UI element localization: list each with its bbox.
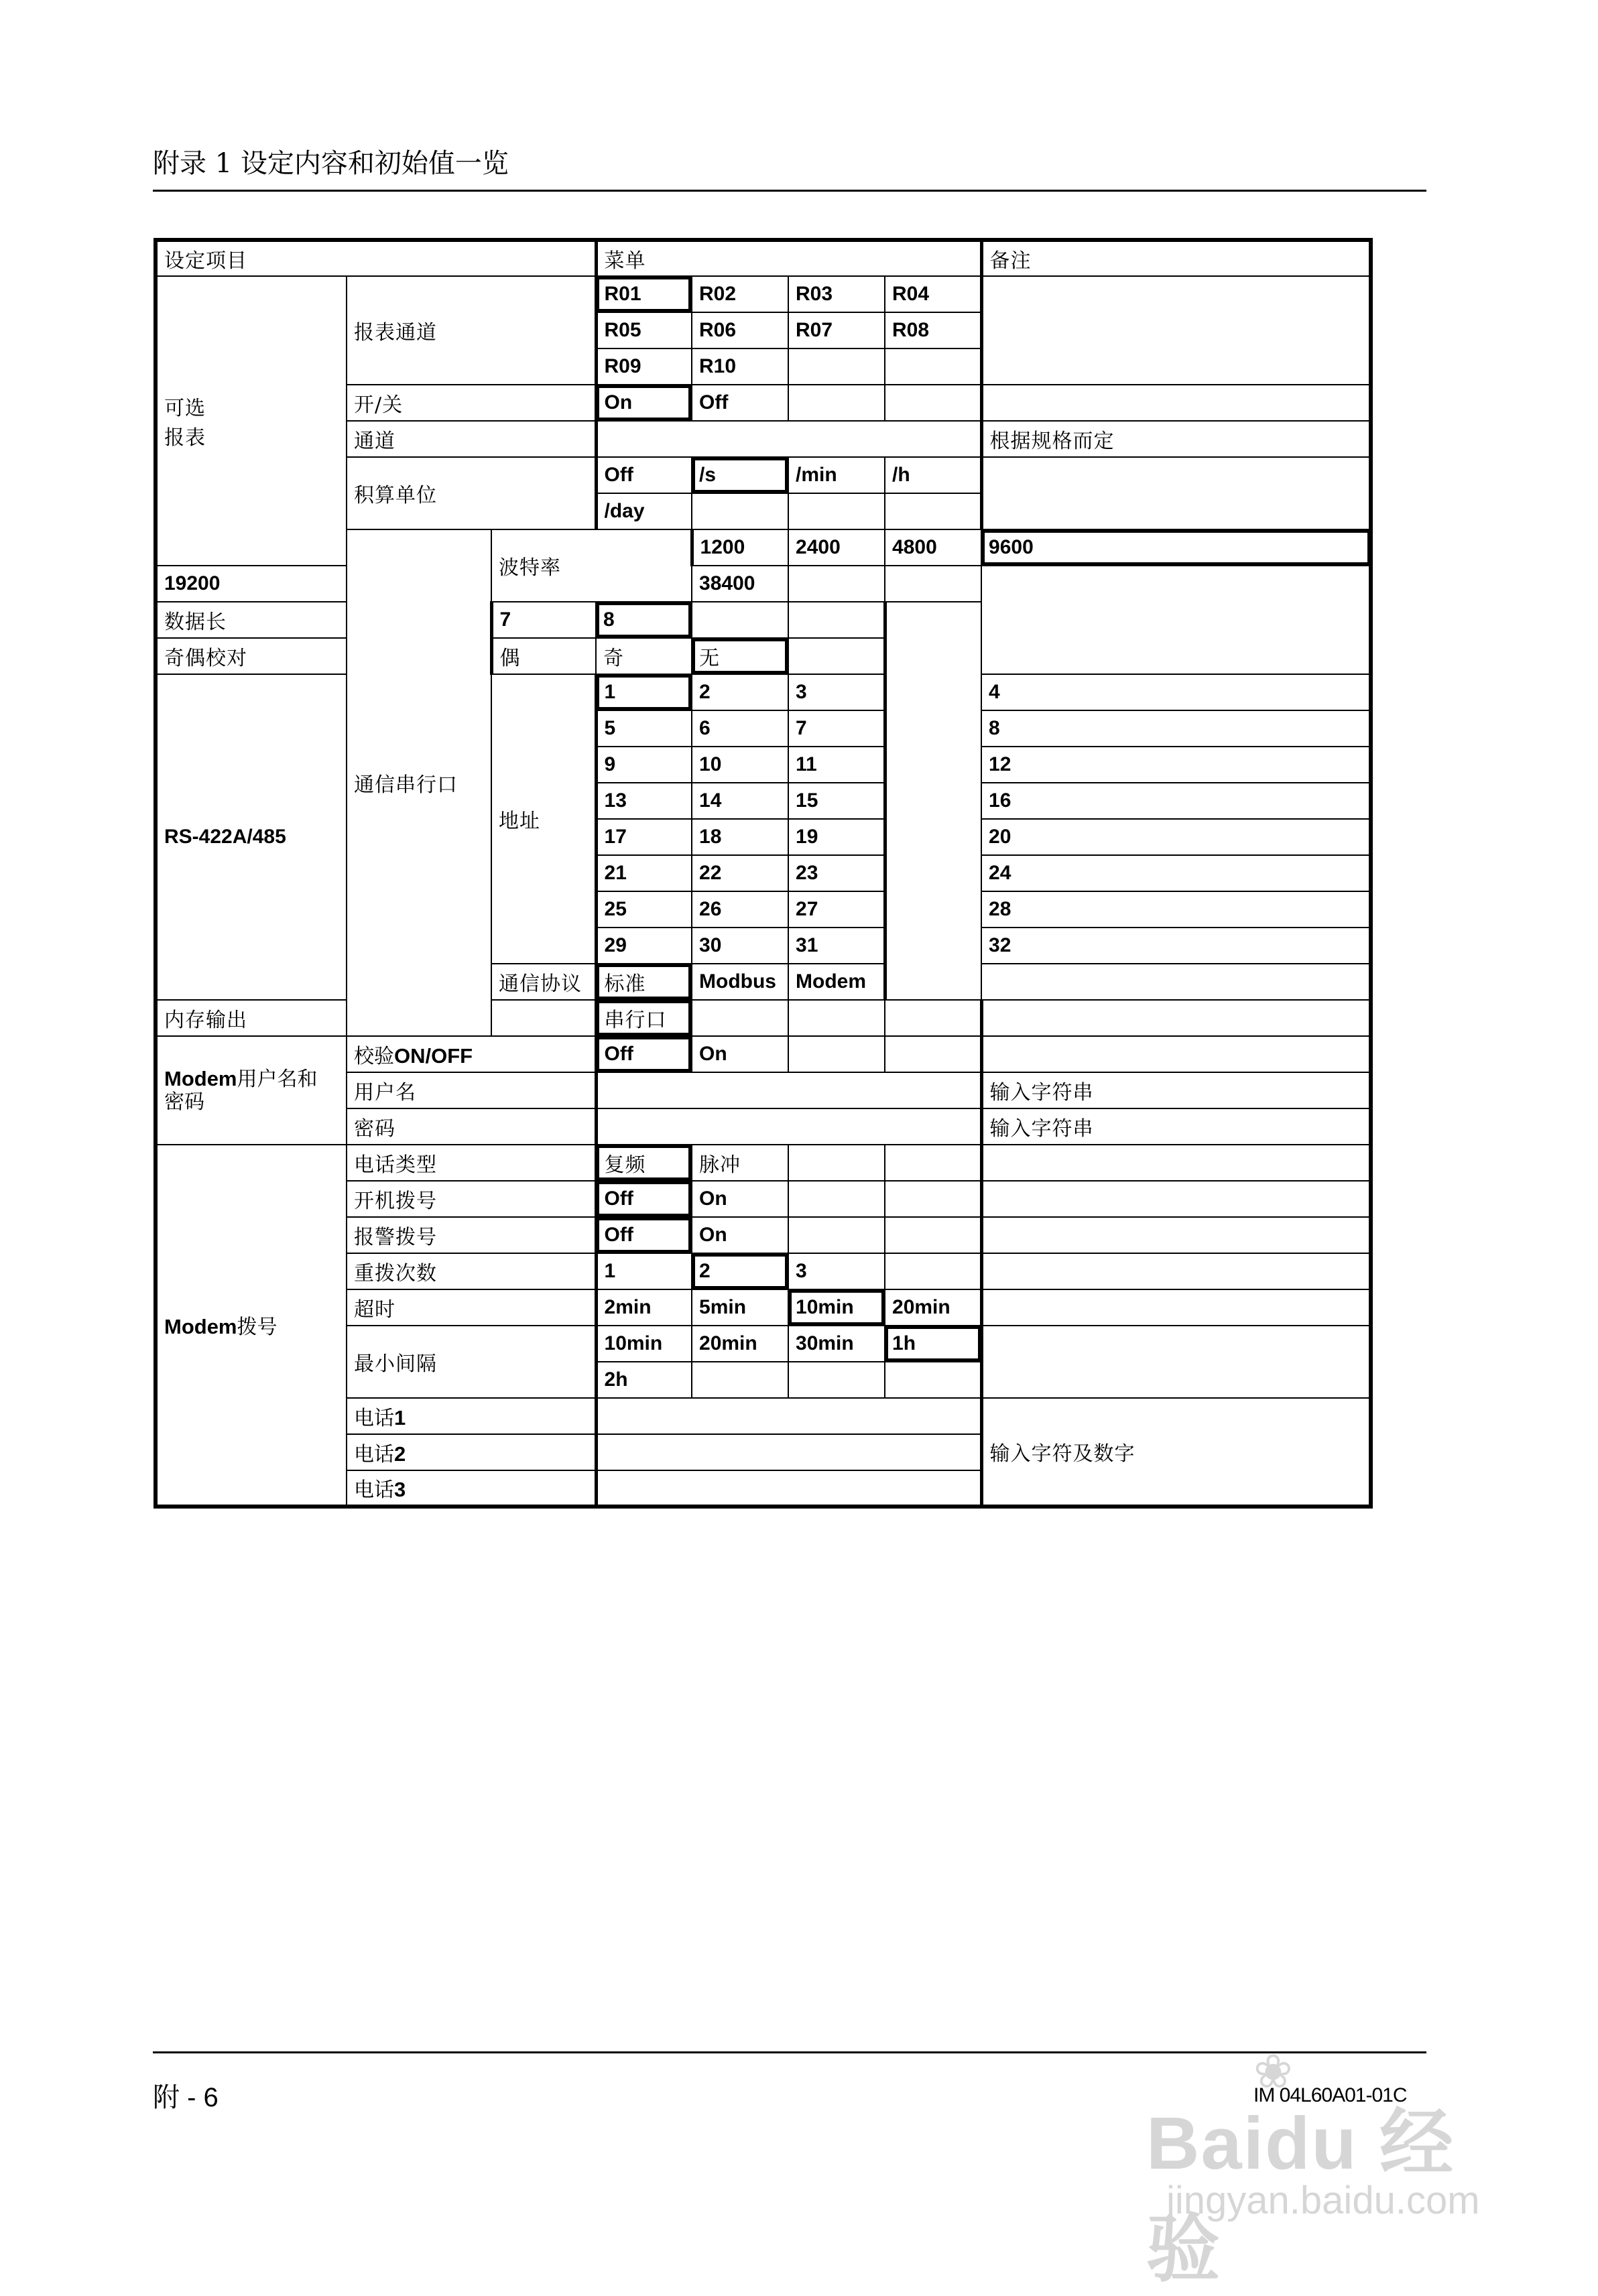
option-address: 23 [788,855,885,891]
option-timeout-2min: 2min [596,1289,692,1326]
option-address: 30 [692,928,788,964]
value-password [596,1108,981,1145]
option-on: On [596,385,692,421]
option-address: 14 [692,783,788,819]
option-redial-3: 3 [788,1253,885,1289]
label-on-off: 开/关 [347,385,596,421]
option-baud-9600: 9600 [981,529,1371,566]
watermark-url-text: jingyan.baidu.com [1166,2179,1480,2222]
option-timeout-20min: 20min [885,1289,981,1326]
remark-report-channel [981,276,1371,385]
option-address: 9 [596,747,692,783]
option-baud-1200: 1200 [692,529,788,566]
option-address: 11 [788,747,885,783]
option-r06: R06 [692,312,788,348]
option-address: 28 [981,891,1371,928]
option-datalen-7: 7 [491,602,596,638]
table-row [156,1000,1371,1036]
option-address: 31 [788,928,885,964]
option-address: 21 [596,855,692,891]
document-code: IM 04L60A01-01C [1253,2084,1407,2106]
option-r08: R08 [885,312,981,348]
remark-integ-unit [981,457,1371,529]
option-r09: R09 [596,348,692,385]
label-parity: 奇偶校对 [156,638,491,674]
option-address: 13 [596,783,692,819]
label-memory-output: 内存输出 [156,1000,596,1036]
option-r04: R04 [885,276,981,312]
option-redial-1: 1 [596,1253,692,1289]
option-protocol-modem: Modem [788,964,885,1000]
option-integ-min: /min [788,457,885,493]
label-min-interval: 最小间隔 [347,1326,596,1398]
label-address: 地址 [491,674,596,964]
label-baud: 波特率 [491,529,692,602]
option-pulse: 脉冲 [692,1145,788,1181]
option-address: 18 [692,819,788,855]
option-integ-off: Off [596,457,692,493]
label-integ-unit: 积算单位 [347,457,596,529]
group-selectable-report: 可选 报表 [156,276,347,566]
option-interval-2h: 2h [596,1362,692,1398]
option-r01: R01 [596,276,692,312]
label-phone-type: 电话类型 [347,1145,596,1181]
value-channel [596,421,981,457]
option-timeout-10min: 10min [788,1289,885,1326]
option-baud-19200: 19200 [156,566,347,602]
option-address: 24 [981,855,1371,891]
option-verify-on: On [692,1036,788,1072]
value-phone-1 [596,1398,981,1434]
option-protocol-modbus: Modbus [692,964,788,1000]
table-row [156,602,1371,638]
remark-password: 输入字符串 [981,1108,1371,1145]
col-header-menu: 菜单 [596,240,981,276]
option-address: 25 [596,891,692,928]
option-startup-off: Off [596,1181,692,1217]
option-address: 15 [788,783,885,819]
option-r10: R10 [692,348,788,385]
value-username [596,1072,981,1108]
label-alarm-dial: 报警拨号 [347,1217,596,1253]
option-address: 4 [981,674,1371,710]
col-header-remark: 备注 [981,240,1371,276]
option-address: 22 [692,855,788,891]
value-phone-2 [596,1434,981,1470]
option-address: 16 [981,783,1371,819]
label-startup-dial: 开机拨号 [347,1181,596,1217]
group-modem-dial: Modem拨号 [156,1145,347,1507]
label-protocol: 通信协议 [491,964,596,1000]
label-data-len: 数据长 [156,602,491,638]
option-address: 3 [788,674,885,710]
option-address: 27 [788,891,885,928]
label-rs-422a-485: RS-422A/485 [156,674,347,1000]
header-rule [153,190,1426,192]
value-phone-3 [596,1470,981,1507]
option-address: 8 [981,710,1371,747]
label-phone-3: 电话3 [347,1470,596,1507]
option-interval-30min: 30min [788,1326,885,1362]
option-address: 32 [981,928,1371,964]
option-baud-2400: 2400 [788,529,885,566]
option-verify-off: Off [596,1036,692,1072]
option-alarm-off: Off [596,1217,692,1253]
option-datalen-8: 8 [596,602,692,638]
option-r02: R02 [692,276,788,312]
table-row [156,276,1371,312]
watermark-main-text: Baidu 经验 [1146,2102,1455,2291]
remark-username: 输入字符串 [981,1072,1371,1108]
option-memory-serial: 串行口 [596,1000,692,1036]
baidu-watermark [1146,2037,1522,2291]
option-parity-odd: 奇 [596,638,692,674]
group-comm-serial: 通信串行口 [347,529,491,1036]
settings-table [153,238,1373,1509]
option-interval-20min: 20min [692,1326,788,1362]
page-header-title: 附录 1 设定内容和初始值一览 [153,148,509,179]
remark-phone: 输入字符及数字 [981,1398,1371,1507]
option-address: 19 [788,819,885,855]
option-r05: R05 [596,312,692,348]
label-username: 用户名 [347,1072,596,1108]
group-modem-user: Modem用户名和 密码 [156,1036,347,1145]
option-interval-10min: 10min [596,1326,692,1362]
option-redial-2: 2 [692,1253,788,1289]
option-address: 5 [596,710,692,747]
option-alarm-on: On [692,1217,788,1253]
option-baud-38400: 38400 [692,566,788,602]
label-phone-2: 电话2 [347,1434,596,1470]
option-baud-4800: 4800 [885,529,981,566]
option-timeout-5min: 5min [692,1289,788,1326]
option-startup-on: On [692,1181,788,1217]
table-row [156,638,1371,674]
option-address: 26 [692,891,788,928]
paw-icon: ❀ [1253,2045,1293,2098]
remark-channel: 根据规格而定 [981,421,1371,457]
option-parity-none: 无 [692,638,788,674]
option-interval-1h: 1h [885,1326,981,1362]
option-address: 29 [596,928,692,964]
table-row [156,674,1371,710]
label-redial: 重拨次数 [347,1253,596,1289]
option-integ-day: /day [596,493,692,529]
option-integ-s: /s [692,457,788,493]
option-address: 17 [596,819,692,855]
table-row [156,1145,1371,1181]
option-address: 12 [981,747,1371,783]
label-channel: 通道 [347,421,596,457]
label-verify: 校验ON/OFF [347,1036,596,1072]
option-tone: 复频 [596,1145,692,1181]
remark-comm [885,602,981,1000]
table-row [156,566,1371,602]
option-address: 20 [981,819,1371,855]
option-parity-even: 偶 [491,638,596,674]
option-address: 10 [692,747,788,783]
col-header-item: 设定项目 [156,240,596,276]
label-timeout: 超时 [347,1289,596,1326]
table-row [156,1036,1371,1072]
option-address: 6 [692,710,788,747]
label-phone-1: 电话1 [347,1398,596,1434]
label-report-channel: 报表通道 [347,276,596,385]
option-integ-h: /h [885,457,981,493]
page-number: 附 - 6 [153,2083,219,2112]
label-password: 密码 [347,1108,596,1145]
option-protocol-standard: 标准 [596,964,692,1000]
option-address: 7 [788,710,885,747]
option-address: 2 [692,674,788,710]
option-address: 1 [596,674,692,710]
option-r03: R03 [788,276,885,312]
table-header-row [156,240,1371,276]
option-off: Off [692,385,788,421]
option-r07: R07 [788,312,885,348]
